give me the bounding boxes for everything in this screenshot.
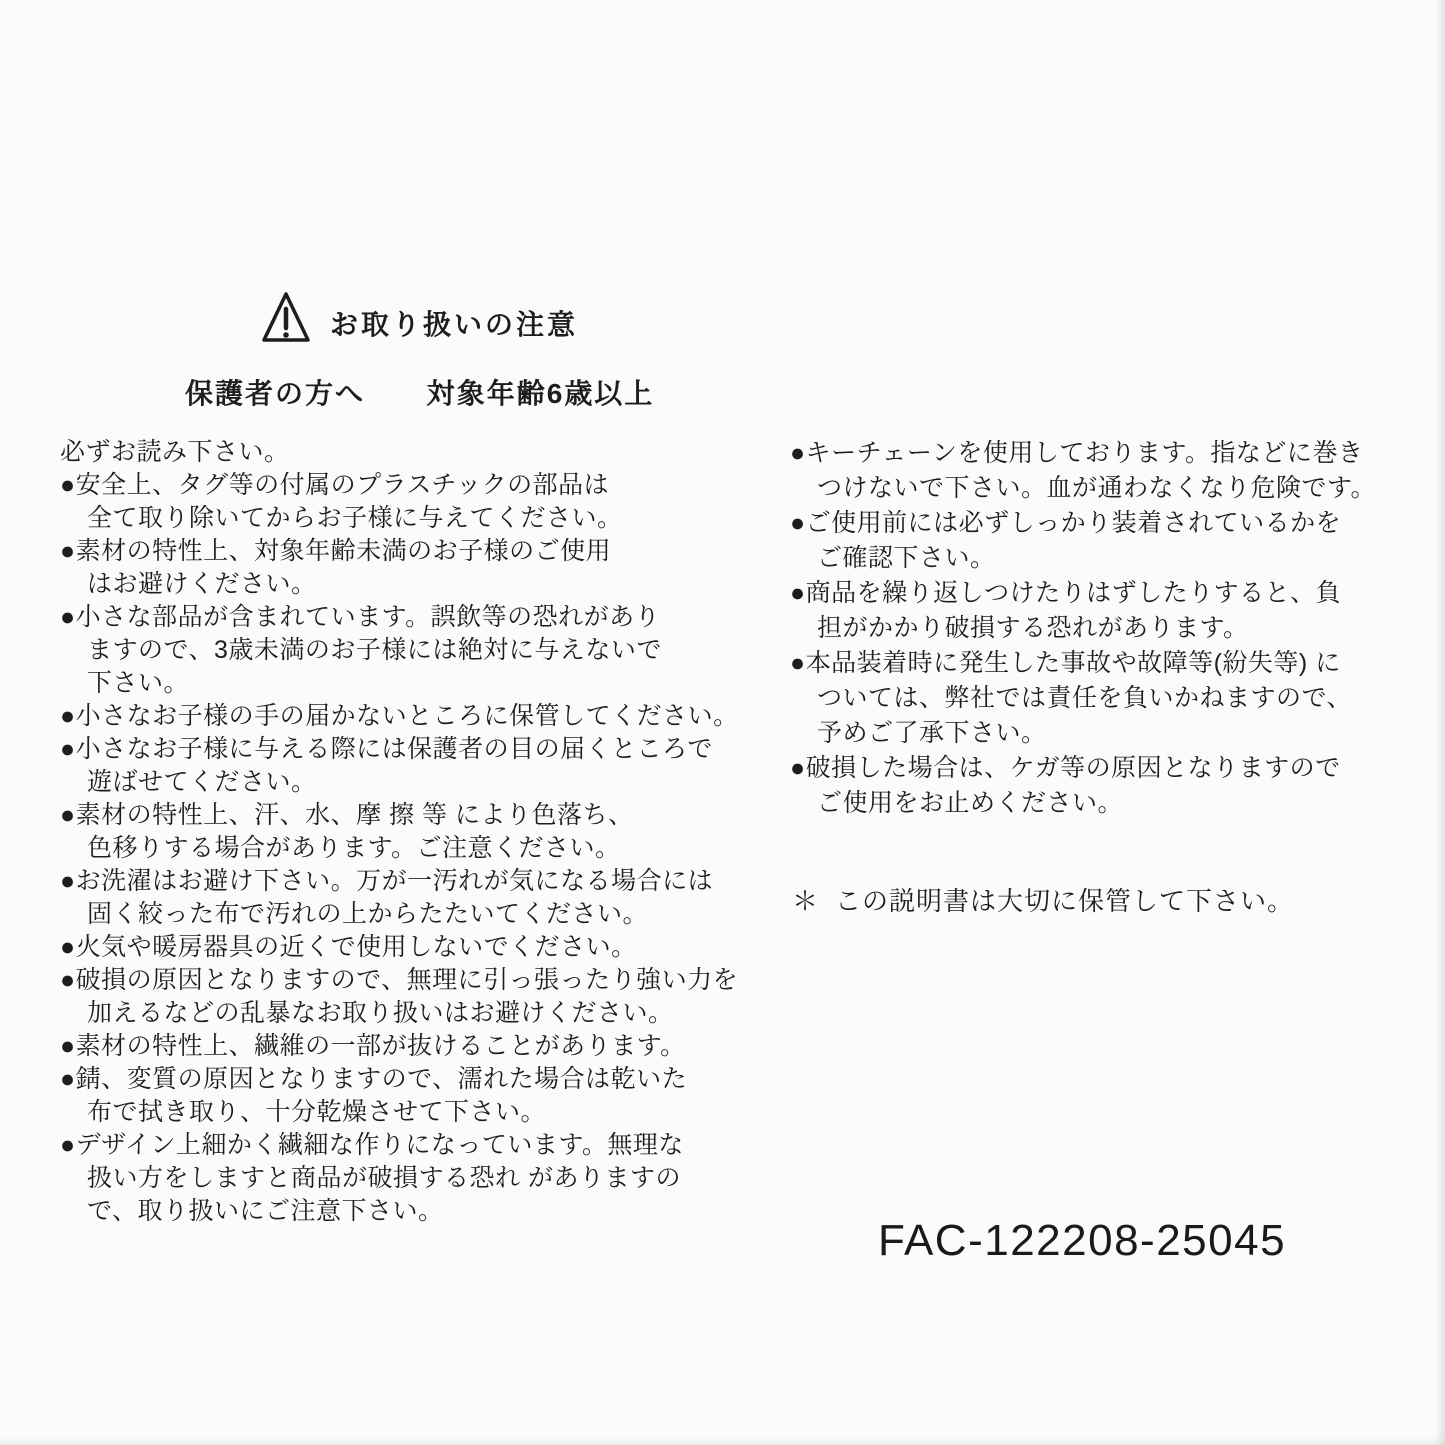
care-line: ●本品装着時に発生した事故や故障等(紛失等) に [790,649,1341,677]
care-line: 布で拭き取り、十分乾燥させて下さい。 [87,1098,547,1126]
keep-manual-note [792,881,1294,918]
care-line: ご使用をお止めください。 [817,789,1124,817]
care-line: ご確認下さい。 [817,544,996,572]
care-line: ●安全上、タグ等の付属のプラスチックの部品は [60,471,610,499]
care-line: 全て取り除いてからお子様に与えてください。 [87,504,623,532]
page-title: お取り扱いの注意 [330,309,579,340]
age-restriction-label: 対象年齢6歳以上 [426,378,655,409]
keep-manual-note-text: この説明書は大切に保管して下さい。 [835,886,1295,916]
care-notes-right-column [790,436,1390,821]
care-line: ●素材の特性上、繊維の一部が抜けることがあります。 [60,1032,686,1060]
audience-label: 保護者の方へ [185,378,366,409]
care-line: ●お洗濯はお避け下さい。万が一汚れが気になる場合には [60,867,714,895]
scan-edge-shading [0,1437,1445,1445]
care-line: ●素材の特性上、汗、水、摩 擦 等 により色落ち、 [60,801,634,829]
care-line: ますので、3歳未満のお子様には絶対に与えないで [87,636,662,664]
asterisk-marker: ＊ [792,886,820,916]
care-line: ●破損の原因となりますので、無理に引っ張ったり強い力を [60,966,739,994]
care-line: ●素材の特性上、対象年齢未満のお子様のご使用 [60,537,612,565]
product-code: FAC-122208-25045 [878,1216,1287,1265]
care-line: ●破損した場合は、ケガ等の原因となりますので [790,754,1341,782]
care-line: ●商品を繰り返しつけたりはずしたりすると、負 [790,579,1342,607]
care-line: 下さい。 [87,669,190,697]
care-line: ●小さなお子様に与える際には保護者の目の届くところで [60,735,713,763]
care-line: ●錆、変質の原因となりますので、濡れた場合は乾いた [60,1065,688,1093]
care-line: ●小さな部品が含まれています。誤飲等の恐れがあり [60,603,661,631]
care-notes-left-column [60,436,760,1228]
warning-triangle-icon [261,290,311,346]
care-line: ●デザイン上細かく繊細な作りになっています。無理な [60,1131,684,1159]
care-line: 固く絞った布で汚れの上からたたいてください。 [87,900,649,928]
care-line: はお避けください。 [87,570,317,598]
care-line: ついては、弊社では責任を負いかねますので、 [817,684,1353,712]
care-line: 予めご了承下さい。 [817,719,1047,747]
care-line: 必ずお読み下さい。 [60,438,290,466]
care-line: つけないで下さい。血が通わなくなり危険です。 [817,474,1377,502]
care-line: で、取り扱いにご注意下さい。 [87,1197,444,1225]
care-line: 担がかかり破損する恐れがあります。 [817,614,1249,642]
care-line: 加えるなどの乱暴なお取り扱いはお避けください。 [87,999,674,1027]
care-line: 扱い方をしますと商品が破損する恐れ がありますの [87,1164,681,1192]
care-line: 遊ばせてください。 [87,768,317,796]
subheader [185,372,654,412]
care-line: ●火気や暖房器具の近くで使用しないでください。 [60,933,637,961]
care-line: ●ご使用前には必ずしっかり装着されているかを [790,509,1342,537]
scan-edge-shading [1435,0,1445,1445]
care-line: 色移りする場合があります。ご注意ください。 [87,834,621,862]
care-line: ●キーチェーンを使用しております。指などに巻き [790,439,1364,467]
care-line: ●小さなお子様の手の届かないところに保管してください。 [60,702,739,730]
